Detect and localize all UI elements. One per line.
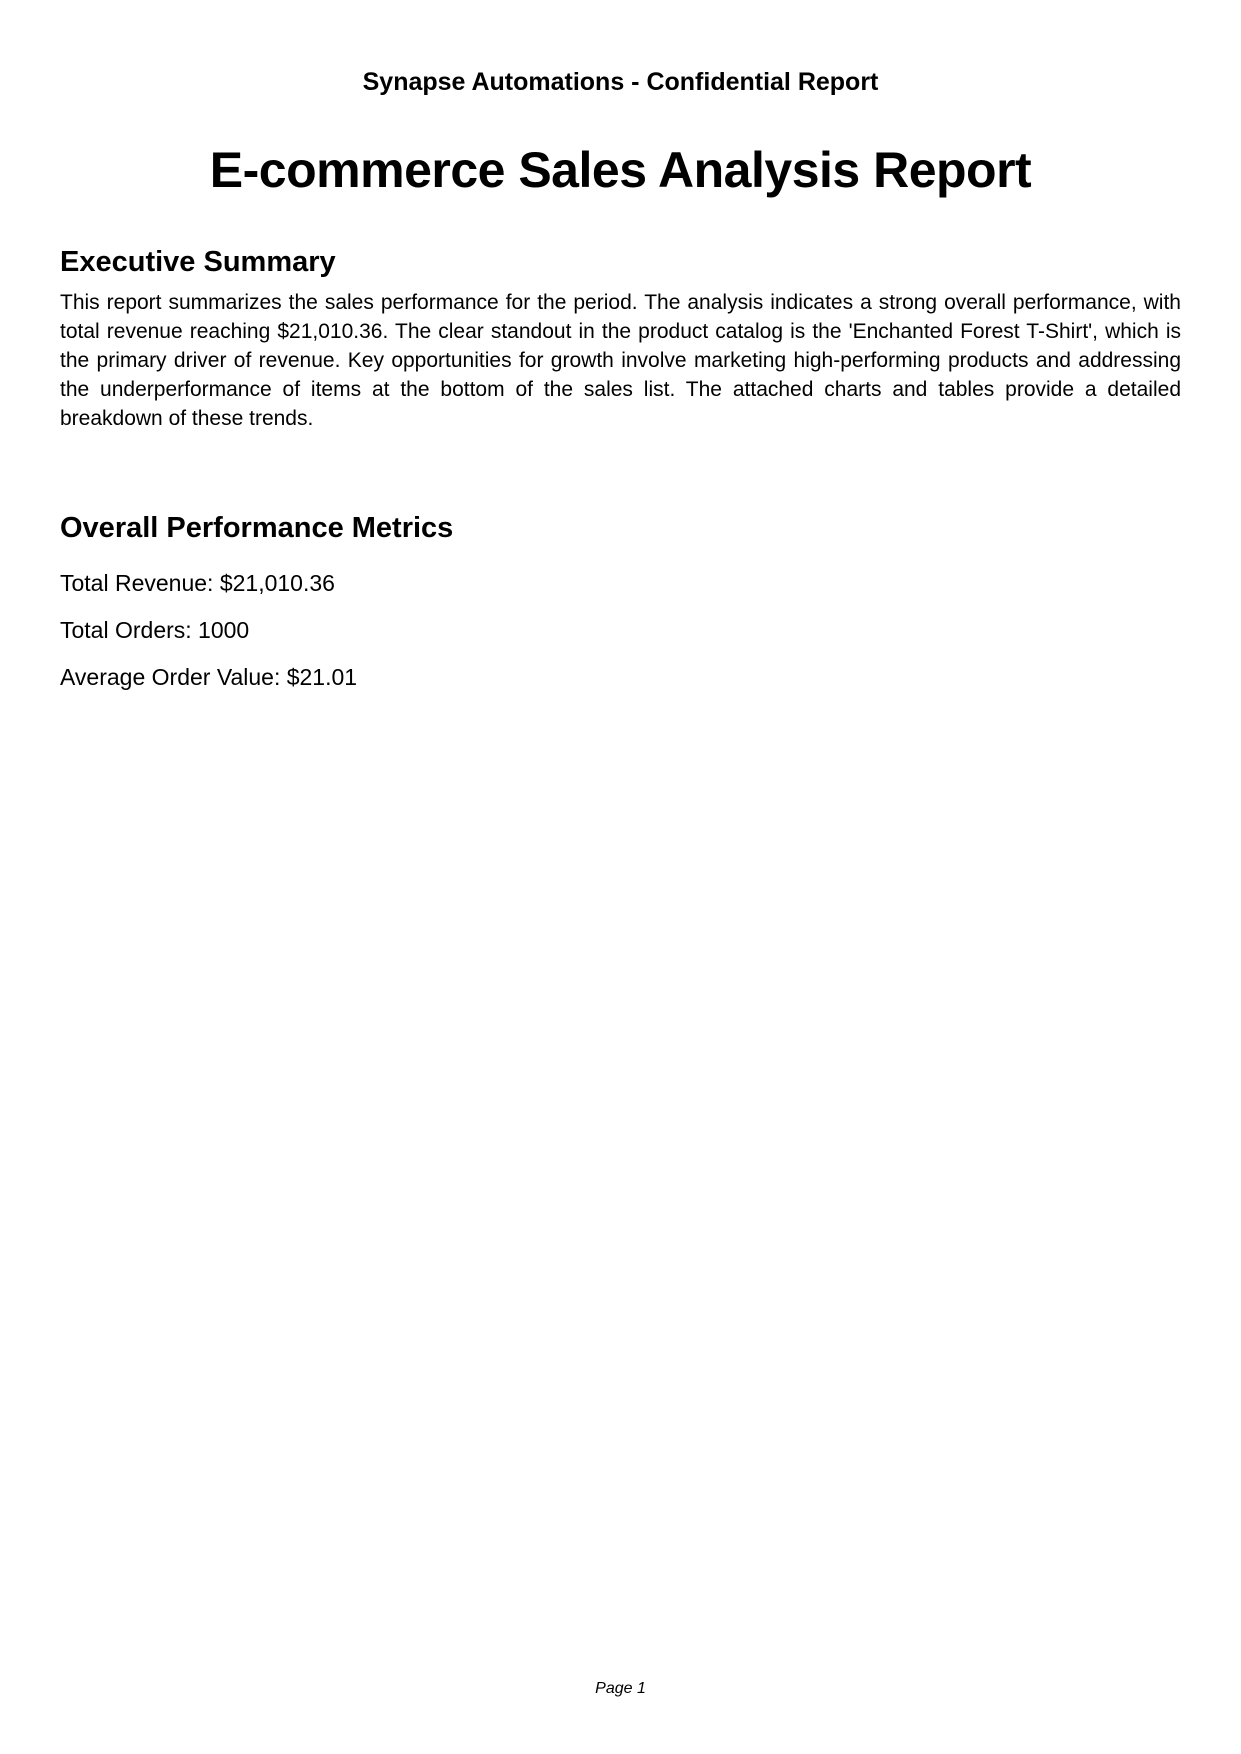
document-header: Synapse Automations - Confidential Report (362, 68, 879, 96)
document-title: E-commerce Sales Analysis Report (209, 142, 1032, 198)
executive-summary-paragraph: This report summarizes the sales performance for the period. The analysis indicates a strong overall performance, with total revenue reaching $21,010.36. The clear standout in the product catalog is the 'Enchanted Forest T-Shirt', which is the primary driver of revenue. Key opportunities for growth involve marketing high-performing products and addressing the underperformance of items at the bottom of the sales list. The attached charts and tables provide a detailed breakdown of these trends. (60, 291, 1181, 430)
metric-total-orders: Total Orders: 1000 (60, 617, 250, 643)
executive-summary-heading: Executive Summary (60, 246, 336, 278)
metric-total-revenue: Total Revenue: $21,010.36 (60, 570, 335, 596)
page-number: Page 1 (595, 1680, 646, 1697)
metric-average-order-value: Average Order Value: $21.01 (60, 664, 358, 690)
metrics-heading: Overall Performance Metrics (60, 512, 454, 544)
